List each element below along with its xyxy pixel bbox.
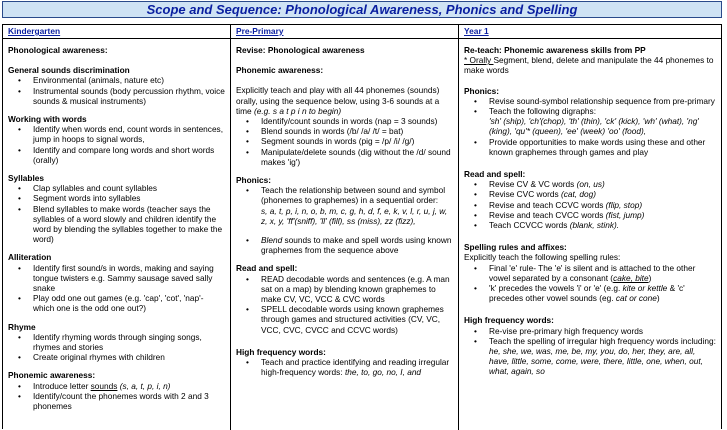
list-item: • Identify and compare long words and short words (orally) [33, 145, 226, 165]
scope-table [2, 24, 722, 429]
paragraph: Explicitly teach the following spelling rules: [464, 252, 621, 263]
list-item: • Manipulate/delete sounds (dig without the /d/ sound makes 'ig') [261, 147, 454, 167]
list-item: • Instrumental sounds (body percussion rhythm, voice sounds & musical instruments) [33, 86, 226, 106]
column-body-preprimary [236, 45, 454, 377]
column-preprimary [231, 25, 459, 430]
column-body-year1 [464, 45, 717, 377]
heading: High frequency words: [464, 315, 554, 326]
list-item: • Revise and teach CCVC words (flip, stop) [489, 200, 717, 210]
list-item: • Teach the following digraphs: 'sh' (ship), 'ch'(chop), 'th' (thin), 'ck' (kick), 'wh' (what), 'ng' (king), 'qu'* (queen), 'ee' (week) 'oo' (food), [489, 106, 717, 137]
list-item: • Teach the relationship between sound and symbol (phonemes to graphemes) in a sequential order: s, a, t, p, i, n, o, b, m, c, g, h, d, f, e, k, v, l, r, u, j, w, z, x, y, 'ff'(sniff), 'll' (fill), ss (miss), zz (fizz), [261, 185, 454, 226]
list-item: • Play odd one out games (e.g. 'cap', 'cot', 'nap'- which one is the odd one out?) [33, 293, 226, 313]
list-item: • Identify when words end, count words in sentences, jump in hoops to signal words, [33, 124, 226, 144]
list-item: • Provide opportunities to make words using these and other known graphemes through games and play [489, 137, 717, 157]
list-item: • Create original rhymes with children [33, 352, 226, 362]
list-item: • Identify rhyming words through singing songs, rhymes and stories [33, 332, 226, 352]
heading: High frequency words: [236, 346, 326, 357]
list-item: • SPELL decodable words using known graphemes through games and structured activities (CV, VC, VCC, CVC, CVCC and CCVC words) [261, 304, 454, 335]
bullet-list [8, 183, 226, 244]
paragraph: Explicitly teach and play with all 44 phonemes (sounds) orally, using the sequence below, using 3-6 sounds at a time (e.g. s a t p i n to begin) [236, 85, 440, 116]
list-item: • Teach CCVCC words (blank, stink). [489, 220, 717, 230]
list-item: • Teach the spelling of irregular high frequency words including: he, she, we, was, me, be, my, you, do, her, they, are, all, have, little, some, come, were, there, little, one, when, out, what, again, so [489, 336, 717, 377]
bullet-list [8, 263, 226, 314]
heading: Revise: Phonological awareness [236, 45, 365, 55]
bullet-list [236, 185, 454, 255]
heading: Working with words [8, 114, 87, 125]
list-item: • Clap syllables and count syllables [33, 183, 226, 193]
list-item: • Environmental (animals, nature etc) [33, 75, 226, 85]
heading: Phonics: [464, 85, 500, 96]
bullet-list [236, 357, 454, 377]
paragraph: * Orally Segment, blend, delete and manipulate the 44 phonemes to make words [464, 55, 714, 76]
heading: Read and spell: [464, 169, 526, 180]
bullet-list [8, 124, 226, 165]
list-item: • Segment sounds in words (pig = /p/ /i/ /g/) [261, 136, 454, 146]
heading: Syllables [8, 173, 44, 184]
column-header-kindergarten: Kindergarten [3, 25, 230, 39]
list-item: • Blend syllables to make words (teacher says the syllables of a word slowly and children identify the word by blending the syllables together to make the word) [33, 204, 226, 245]
heading: Phonological awareness: [8, 45, 108, 55]
list-item: • Re-vise pre-primary high frequency words [489, 326, 717, 336]
heading: Re-teach: Phonemic awareness skills from PP [464, 45, 646, 55]
heading: Phonics: [236, 175, 272, 186]
list-item: • READ decodable words and sentences (e.g. A man sat on a map) by blending known graphemes to make CV, VC, VCC & CVC words [261, 274, 454, 305]
document-title: Scope and Sequence: Phonological Awareness, Phonics and Spelling [2, 1, 722, 18]
list-item: • Segment words into syllables [33, 193, 226, 203]
list-item: • Identify first sound/s in words, making and saying tongue twisters e.g. Sammy sausage saved sally snake [33, 263, 226, 294]
heading: Alliteration [8, 252, 52, 263]
bullet-list [236, 116, 454, 167]
list-item: • Final 'e' rule- The 'e' is silent and is attached to the other vowel separated by a consonant (cake, bite) [489, 263, 717, 283]
list-item: • Identify/count sounds in words (nap = 3 sounds) [261, 116, 454, 126]
heading: Read and spell: [236, 263, 298, 274]
list-item: • Revise CV & VC words (on, us) [489, 179, 717, 189]
heading: General sounds discrimination [8, 65, 130, 76]
list-item: • Revise sound-symbol relationship sequence from pre-primary [489, 96, 717, 106]
column-header-year1: Year 1 [459, 25, 721, 39]
bullet-list [8, 332, 226, 363]
bullet-list [236, 274, 454, 335]
column-body-kindergarten [8, 45, 226, 411]
heading: Phonemic awareness: [8, 370, 96, 381]
column-header-preprimary: Pre-Primary [231, 25, 458, 39]
list-item: • Introduce letter sounds (s, a, t, p, i, n) [33, 381, 226, 391]
column-kindergarten [3, 25, 231, 430]
bullet-list [464, 326, 717, 377]
list-item: • Blend sounds to make and spell words using known graphemes from the sequence above [261, 235, 454, 255]
bullet-list [8, 381, 226, 412]
list-item: • Revise and teach CVCC words (fist, jump) [489, 210, 717, 220]
list-item: • Blend sounds in words (/b/ /a/ /t/ = bat) [261, 126, 454, 136]
bullet-list [8, 75, 226, 106]
heading: Spelling rules and affixes: [464, 242, 567, 253]
list-item: • Revise CVC words (cat, dog) [489, 189, 717, 199]
list-item: • Teach and practice identifying and reading irregular high-frequency words: the, to, go, no, I, and [261, 357, 454, 377]
list-item: • Identify/count the phonemes words with 2 and 3 phonemes [33, 391, 226, 411]
heading: Phonemic awareness: [236, 65, 324, 76]
bullet-list [464, 96, 717, 157]
list-item: • 'k' precedes the vowels 'i' or 'e' (e.g. kite or kettle & 'c' precedes other vowel sounds (eg. cat or cone) [489, 283, 717, 303]
bullet-list [464, 263, 717, 304]
column-year1 [459, 25, 721, 430]
bullet-list [464, 179, 717, 230]
heading: Rhyme [8, 321, 36, 332]
